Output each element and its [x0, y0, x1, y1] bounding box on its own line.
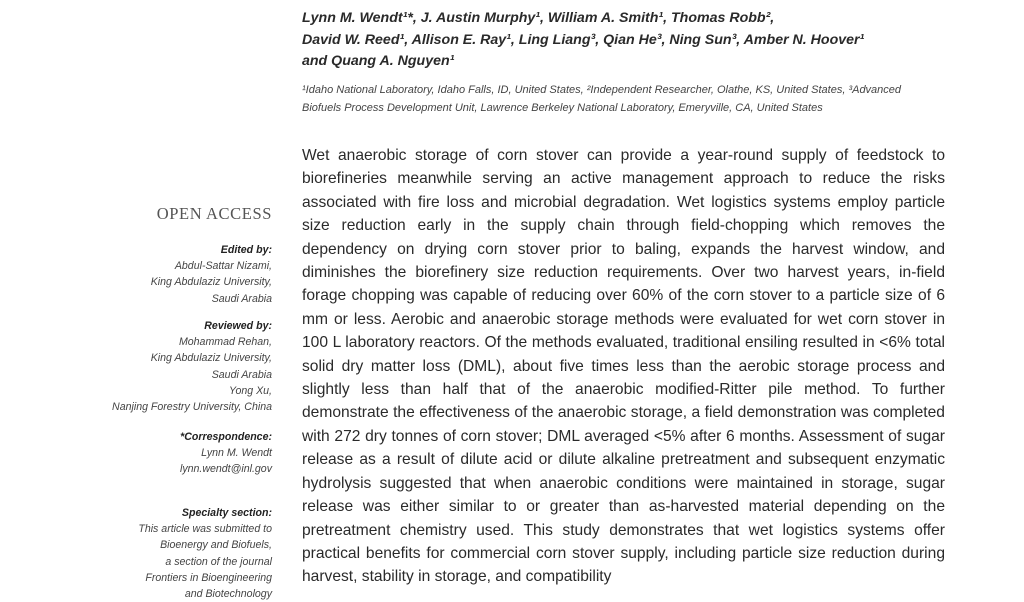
- reviewer-line: Yong Xu,: [228, 384, 272, 397]
- abstract-text: Wet anaerobic storage of corn stover can provide a year-round supply of feedstock to biorefineries meanwhile serving an active management approach to reduce the risks associated with fire loss and microbial degradation. Wet logistics systems employ particle size reduction early in the supply chain through field-chopping which removes the dependency on drying corn stover prior to baling, expands the harvest window, and diminishes the biorefinery size reduction requirements. Over two harvest years, in-field forage chopping was capable of reducing over 60% of the corn stover to a particle size of 6 mm or less. Aerobic and anaerobic storage methods were evaluated for wet corn stover in 100 L laboratory reactors. Of the methods evaluated, traditional ensiling resulted in <6% total solid dry matter loss (DML), about five times less than the aerobic storage process and slightly less than half that of the anaerobic modified-Ritter pile method. To further demonstrate the effectiveness of the anaerobic storage, a field demonstration was completed with 272 dry tonnes of corn stover; DML averaged <5% after 6 months. Assessment of sugar release as a result of dilute acid or dilute alkaline pretreatment and subsequent enzymatic hydrolysis suggested that when anaerobic conditions were maintained in storage, sugar release was either similar to or greater than as-harvested material depending on the pretreatment chemistry used. This study demonstrates that wet logistics systems offer practical benefits for commercial corn stover supply, including particle size reduction during harvest, stability in storage, and compatibility: [302, 147, 945, 586]
- correspondence-name: Lynn M. Wendt: [201, 447, 272, 460]
- affiliation-line: Biofuels Process Development Unit, Lawrence Berkeley National Laboratory, Emeryville, CA, United States: [302, 101, 823, 114]
- specialty-line: a section of the journal: [165, 555, 272, 568]
- correspondence-section: [52, 429, 272, 478]
- reviewer-line: Mohammad Rehan,: [178, 336, 272, 349]
- specialty-line: Frontiers in Bioengineering: [145, 571, 272, 584]
- specialty-line: This article was submitted to: [138, 523, 272, 536]
- specialty-line: and Biotechnology: [184, 588, 272, 601]
- correspondence-email[interactable]: lynn.wendt@inl.gov: [179, 463, 272, 476]
- specialty-heading: Specialty section:: [181, 507, 272, 519]
- specialty-section: [52, 505, 272, 602]
- reviewed-by-heading: Reviewed by:: [204, 320, 272, 332]
- author-list: [302, 8, 942, 73]
- author-line: and Quang A. Nguyen¹: [302, 53, 455, 69]
- reviewer-line: Nanjing Forestry University, China: [112, 401, 272, 414]
- open-access-label: OPEN ACCESS: [156, 204, 272, 223]
- abstract: [302, 144, 945, 589]
- specialty-line: Bioenergy and Biofuels,: [160, 539, 272, 552]
- editor-line: Abdul-Sattar Nizami,: [174, 260, 272, 273]
- author-line: Lynn M. Wendt¹*, J. Austin Murphy¹, William A. Smith¹, Thomas Robb²,: [302, 10, 775, 26]
- reviewer-line: King Abdulaziz University,: [150, 352, 272, 365]
- editor-line: King Abdulaziz University,: [150, 276, 272, 289]
- reviewer-line: Saudi Arabia: [211, 368, 272, 381]
- correspondence-heading: *Correspondence:: [180, 431, 272, 443]
- editor-line: Saudi Arabia: [211, 292, 272, 305]
- edited-by-heading: Edited by:: [220, 244, 272, 256]
- reviewed-by-section: [52, 318, 272, 415]
- author-line: David W. Reed¹, Allison E. Ray¹, Ling Liang³, Qian He³, Ning Sun³, Amber N. Hoover¹: [302, 31, 865, 48]
- edited-by-section: [52, 242, 272, 307]
- affiliations: [302, 82, 952, 117]
- affiliation-line: ¹Idaho National Laboratory, Idaho Falls, ID, United States, ²Independent Researcher, Olathe, KS, United States, ³Advanced: [302, 84, 902, 96]
